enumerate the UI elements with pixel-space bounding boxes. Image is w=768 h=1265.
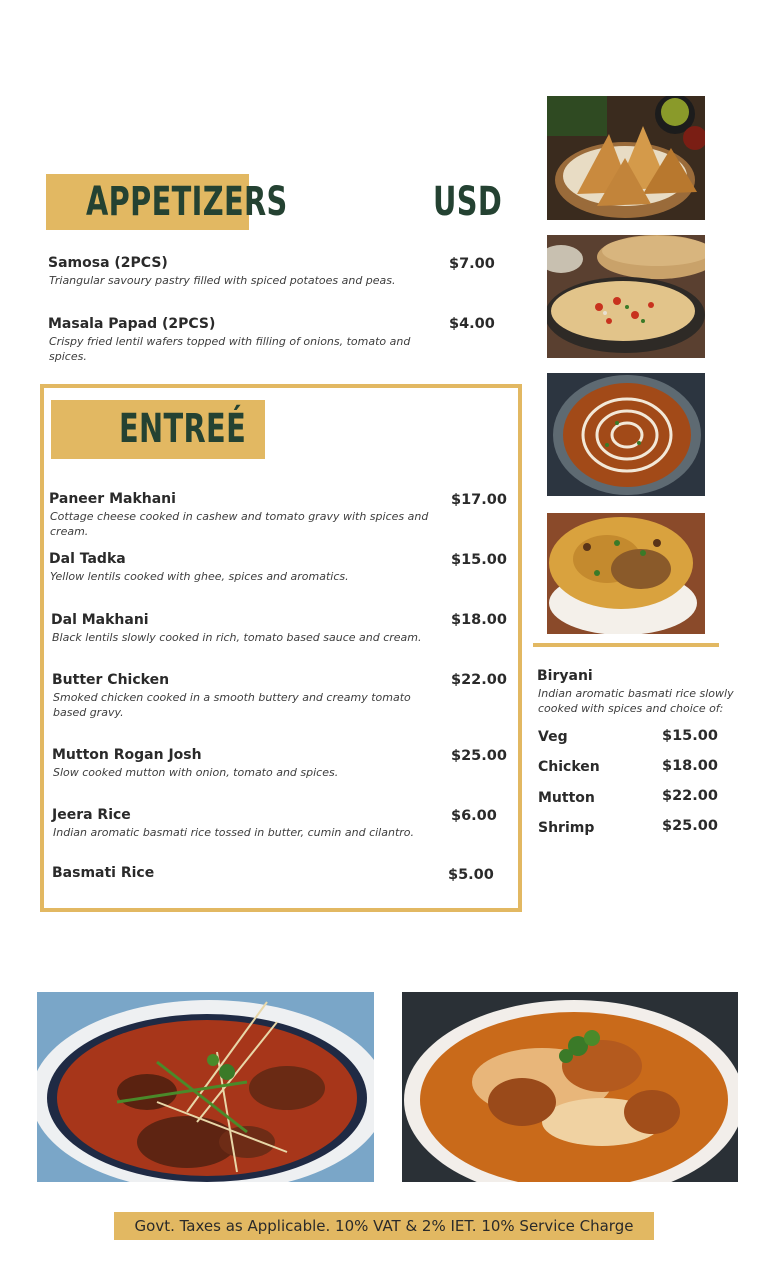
menu-item-name: Paneer Makhani <box>49 491 176 507</box>
section-divider <box>533 643 719 647</box>
menu-item-name: Masala Papad (2PCS) <box>48 316 216 332</box>
appetizers-title: APPETIZERS <box>86 179 288 225</box>
menu-item-name: Dal Makhani <box>51 612 149 628</box>
menu-item-name: Basmati Rice <box>52 865 155 881</box>
papad-photo <box>547 235 705 358</box>
menu-item-desc: Slow cooked mutton with onion, tomato and spices. <box>53 766 339 779</box>
menu-item-desc: Triangular savoury pastry filled with spiced potatoes and peas. <box>49 274 396 287</box>
menu-item-price: $15.00 <box>451 552 507 568</box>
samosa-photo <box>547 96 705 220</box>
menu-item-price: $25.00 <box>451 748 507 764</box>
menu-item-price: $4.00 <box>449 316 495 332</box>
menu-item-desc: Cottage cheese cooked in cashew and tomato gravy with spices and cream. <box>50 510 429 538</box>
menu-item-name: Mutton Rogan Josh <box>52 747 202 763</box>
mutton-rogan-josh-photo <box>37 992 374 1182</box>
biryani-option-price: $15.00 <box>662 728 718 744</box>
currency-label: USD <box>433 179 503 225</box>
menu-item-price: $5.00 <box>448 867 494 883</box>
biryani-option-price: $25.00 <box>662 818 718 834</box>
menu-item-desc: Smoked chicken cooked in a smooth buttery and creamy tomato based gravy. <box>53 691 411 719</box>
biryani-option-name: Veg <box>538 729 568 745</box>
biryani-desc: Indian aromatic basmati rice slowly cooked with spices and choice of: <box>538 687 734 715</box>
dal-makhani-photo <box>547 373 705 496</box>
menu-item-desc: Indian aromatic basmati rice tossed in butter, cumin and cilantro. <box>53 826 415 839</box>
biryani-photo <box>547 513 705 634</box>
menu-item-price: $7.00 <box>449 256 495 272</box>
biryani-option-name: Shrimp <box>538 820 595 836</box>
menu-item-price: $17.00 <box>451 492 507 508</box>
menu-item-name: Butter Chicken <box>52 672 170 688</box>
menu-item-desc: Black lentils slowly cooked in rich, tomato based sauce and cream. <box>52 631 422 644</box>
biryani-option-price: $22.00 <box>662 788 718 804</box>
menu-item-desc: Yellow lentils cooked with ghee, spices and aromatics. <box>50 570 349 583</box>
menu-item-name: Samosa (2PCS) <box>48 255 168 271</box>
menu-item-price: $6.00 <box>451 808 497 824</box>
menu-item-name: Jeera Rice <box>52 807 131 823</box>
menu-item-name: Dal Tadka <box>49 551 126 567</box>
menu-item-desc: Crispy fried lentil wafers topped with filling of onions, tomato and spices. <box>49 335 411 363</box>
biryani-name: Biryani <box>537 668 593 684</box>
entree-title: ENTREÉ <box>119 406 247 452</box>
menu-item-price: $22.00 <box>451 672 507 688</box>
menu-item-price: $18.00 <box>451 612 507 628</box>
tax-note: Govt. Taxes as Applicable. 10% VAT & 2% IET. 10% Service Charge <box>114 1212 654 1240</box>
butter-chicken-photo <box>402 992 738 1182</box>
biryani-option-name: Chicken <box>538 759 600 775</box>
biryani-option-name: Mutton <box>538 790 595 806</box>
biryani-option-price: $18.00 <box>662 758 718 774</box>
